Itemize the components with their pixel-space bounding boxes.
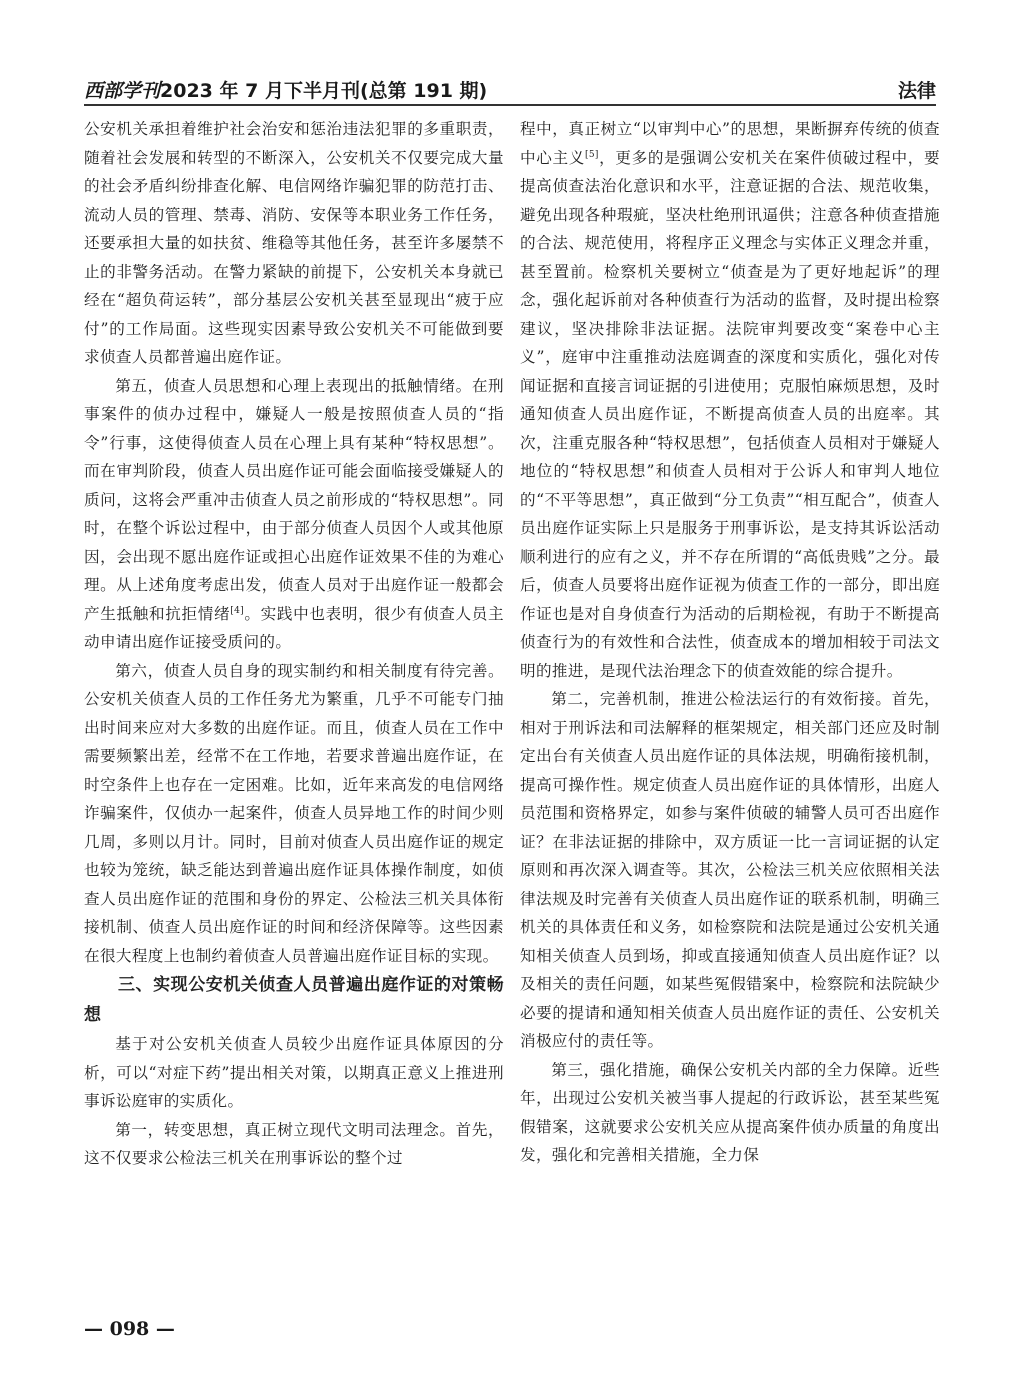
right-paragraph-1-tail: ，更多的是强调公安机关在案件侦破过程中，要提高侦查法治化意识和水平，注意证据的合法、规范收集，避免出现各种瑕疵，坚决杜绝刑讯逼供；注意各种侦查措施的合法、规范使用，将程序正义理念与实体正义理念并重，甚至置前。检察机关要树立“侦查是为了更好地起诉”的理念，强化起诉前对各种侦查行为活动的监督，及时提出检察建议，坚决排除非法证据。法院审判要改变“案卷中心主义”，庭审中注重推动法庭调查的深度和实质化，强化对传闻证据和直接言词证据的引进使用；克服怕麻烦思想，及时通知侦查人员出庭作证，不断提高侦查人员的出庭率。其次，注重克服各种“特权思想”，包括侦查人员相对于嫌疑人地位的“特权思想”和侦查人员相对于公诉人和审判人地位的“不平等思想”，真正做到“分工负责”“相互配合”，侦查人员出庭作证实际上只是服务于刑事诉讼，是支持其诉讼活动顺利进行的应有之义，并不存在所谓的“高低贵贱”之分。最后，侦查人员要将出庭作证视为侦查工作的一部分，即出庭作证也是对自身侦查行为活动的后期检视，有助于不断提高侦查行为的有效性和合法性，侦查成本的增加相较于司法文明的推进，是现代法治理念下的侦查效能的综合提升。 [520,148,940,680]
section-label: 法律 [897,80,936,102]
issue-info: 2023 年 7 月下半月刊(总第 191 期) [160,80,488,102]
citation-5: [5] [585,149,599,160]
citation-4: [4] [230,605,245,616]
left-paragraph-4: 基于对公安机关侦查人员较少出庭作证具体原因的分析，可以“对症下药”提出相关对策，以期真正意义上推进刑事诉讼庭审的实质化。 [84,1035,504,1110]
page-number: — 098 — [84,1318,175,1340]
left-paragraph-5: 第一，转变思想，真正树立现代文明司法理念。首先，这不仅要求公检法三机关在刑事诉讼的整个过 [84,1120,504,1167]
page-header [84,66,936,106]
section-heading: 三、实现公安机关侦查人员普遍出庭作证的对策畅想 [84,975,504,1025]
right-paragraph-3: 第三，强化措施，确保公安机关内部的全力保障。近些年，出现过公安机关被当事人提起的行政诉讼，甚至某些冤假错案，这就要求公安机关应从提高案件侦办质量的角度出发，强化和完善相关措施，全力保 [520,1060,940,1164]
header-rule [84,104,936,106]
right-paragraph-2: 第二，完善机制，推进公检法运行的有效衔接。首先，相对于刑诉法和司法解释的框架规定，相关部门还应及时制定出台有关侦查人员出庭作证的具体法规，明确衔接机制，提高可操作性。规定侦查人员出庭作证的具体情形，出庭人员范围和资格界定，如参与案件侦破的辅警人员可否出庭作证？在非法证据的排除中，双方质证一比一言词证据的认定原则和再次深入调查等。其次，公检法三机关应依照相关法律法规及时完善有关侦查人员出庭作证的联系机制，明确三机关的具体责任和义务，如检察院和法院是通过公安机关通知相关侦查人员到场，抑或直接通知侦查人员出庭作证？以及相关的责任问题，如某些冤假错案中，检察院和法院缺少必要的提请和通知相关侦查人员出庭作证的责任、公安机关消极应付的责任等。 [520,690,940,1050]
left-paragraph-2-text: 第五，侦查人员思想和心理上表现出的抵触情绪。在刑事案件的侦办过程中，嫌疑人一般是按照侦查人员的“指令”行事，这使得侦查人员在心理上具有某种“特权思想”。而在审判阶段，侦查人员出庭作证可能会面临接受嫌疑人的质问，这将会严重冲击侦查人员之前形成的“特权思想”。同时，在整个诉讼过程中，由于部分侦查人员因个人或其他原因，会出现不愿出庭作证或担心出庭作证效果不佳的为难心理。从上述角度考虑出发，侦查人员对于出庭作证一般都会产生抵触和抗拒情绪 [84,376,504,623]
right-paragraph-1-head: 程中，真正树立“以审判中心”的思想，果断摒弃传统的侦查中心主义 [520,120,940,167]
left-paragraph-2-tail: 。实践中也表明，很少有侦查人员主动申请出庭作证接受质问的。 [84,604,504,651]
left-paragraph-2 [84,372,504,657]
journal-title [84,76,487,103]
left-paragraph-1: 公安机关承担着维护社会治安和惩治违法犯罪的多重职责，随着社会发展和转型的不断深入，公安机关不仅要完成大量的社会矛盾纠纷排查化解、电信网络诈骗犯罪的防范打击、流动人员的管理、禁毒、消防、安保等本职业务工作任务，还要承担大量的如扶贫、维稳等其他任务，甚至许多屡禁不止的非警务活动。在警力紧缺的前提下，公安机关本身就已经在“超负荷运转”，部分基层公安机关甚至显现出“疲于应付”的工作局面。这些现实因素导致公安机关不可能做到要求侦查人员都普遍出庭作证。 [84,120,504,366]
right-column [520,115,940,1170]
right-paragraph-1 [520,115,940,685]
left-column [84,115,504,1173]
left-paragraph-3: 第六，侦查人员自身的现实制约和相关制度有待完善。公安机关侦查人员的工作任务尤为繁重，几乎不可能专门抽出时间来应对大多数的出庭作证。而且，侦查人员在工作中需要频繁出差，经常不在工作地，若要求普遍出庭作证，在时空条件上也存在一定困难。比如，近年来高发的电信网络诈骗案件，仅侦办一起案件，侦查人员异地工作的时间少则几周，多则以月计。同时，目前对侦查人员出庭作证的规定也较为笼统，缺乏能达到普遍出庭作证具体操作制度，如侦查人员出庭作证的范围和身份的界定、公检法三机关具体衔接机制、侦查人员出庭作证的时间和经济保障等。这些因素在很大程度上也制约着侦查人员普遍出庭作证目标的实现。 [84,661,504,965]
journal-logo: 西部学刊 [84,80,161,102]
